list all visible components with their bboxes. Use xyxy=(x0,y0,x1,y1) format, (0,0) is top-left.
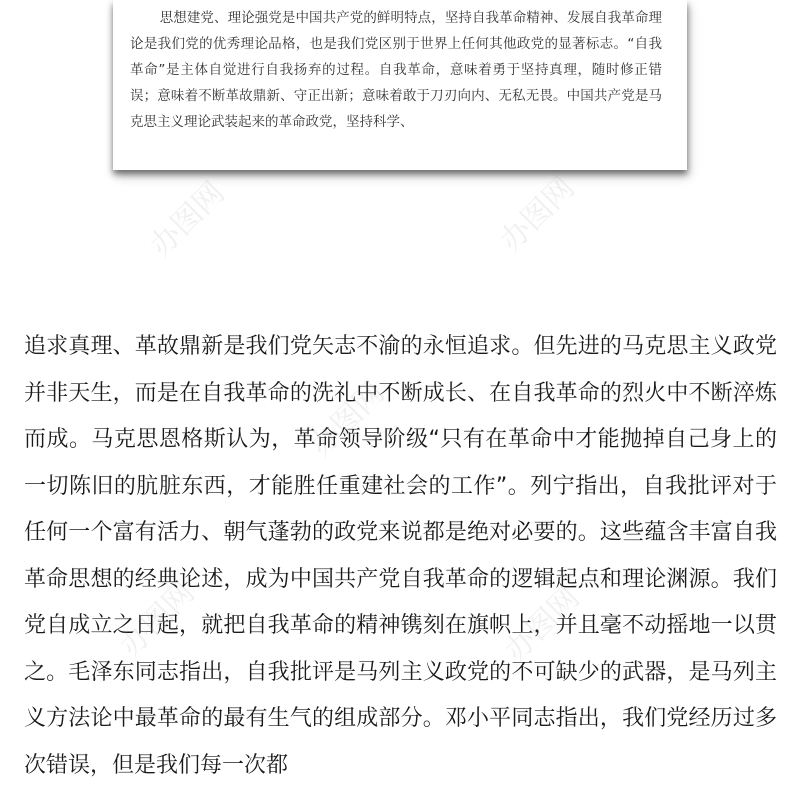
watermark: 办图网 xyxy=(498,580,587,669)
watermark: 办图网 xyxy=(113,575,202,664)
body-paragraph: 追求真理、革故鼎新是我们党矢志不渝的永恒追求。但先进的马克思主义政党并非天生，而是在自我革命的洗礼中不断成长、在自我革命的烈火中不断淬炼而成。马克思恩格斯认为，革命领导阶级“只有在革命中才能抛掉自己身上的一切陈旧的肮脏东西，才能胜任重建社会的工作”。列宁指出，自我批评对于任何一个富有活力、朝气蓬勃的政党来说都是绝对必要的。这些蕴含丰富自我革命思想的经典论述，成为中国共产党自我革命的逻辑起点和理论渊源。我们党自成立之日起，就把自我革命的精神镌刻在旗帜上，并且毫不动摇地一以贯之。毛泽东同志指出，自我批评是马列主义政党的不可缺少的武器，是马列主义方法论中最革命的最有生气的组成部分。邓小平同志指出，我们党经历过多次错误，但是我们每一次都 xyxy=(24,334,777,778)
watermark: 办图网 xyxy=(143,175,232,264)
watermark: 办图网 xyxy=(493,170,582,259)
quote-card xyxy=(113,0,687,170)
card-paragraph: 思想建党、理论强党是中国共产党的鲜明特点，坚持自我革命精神、发展自我革命理论是我们党的优秀理论品格，也是我们党区别于世界上任何其他政党的显著标志。“自我革命”是主体自觉进行自我扬弃的过程。自我革命，意味着勇于坚持真理，随时修正错误；意味着不断革故鼎新、守正出新；意味着敢于刀刃向内、无私无畏。中国共产党是马克思主义理论武装起来的革命政党，坚持科学、 xyxy=(130,10,662,130)
watermark: 办图网 xyxy=(303,375,392,464)
